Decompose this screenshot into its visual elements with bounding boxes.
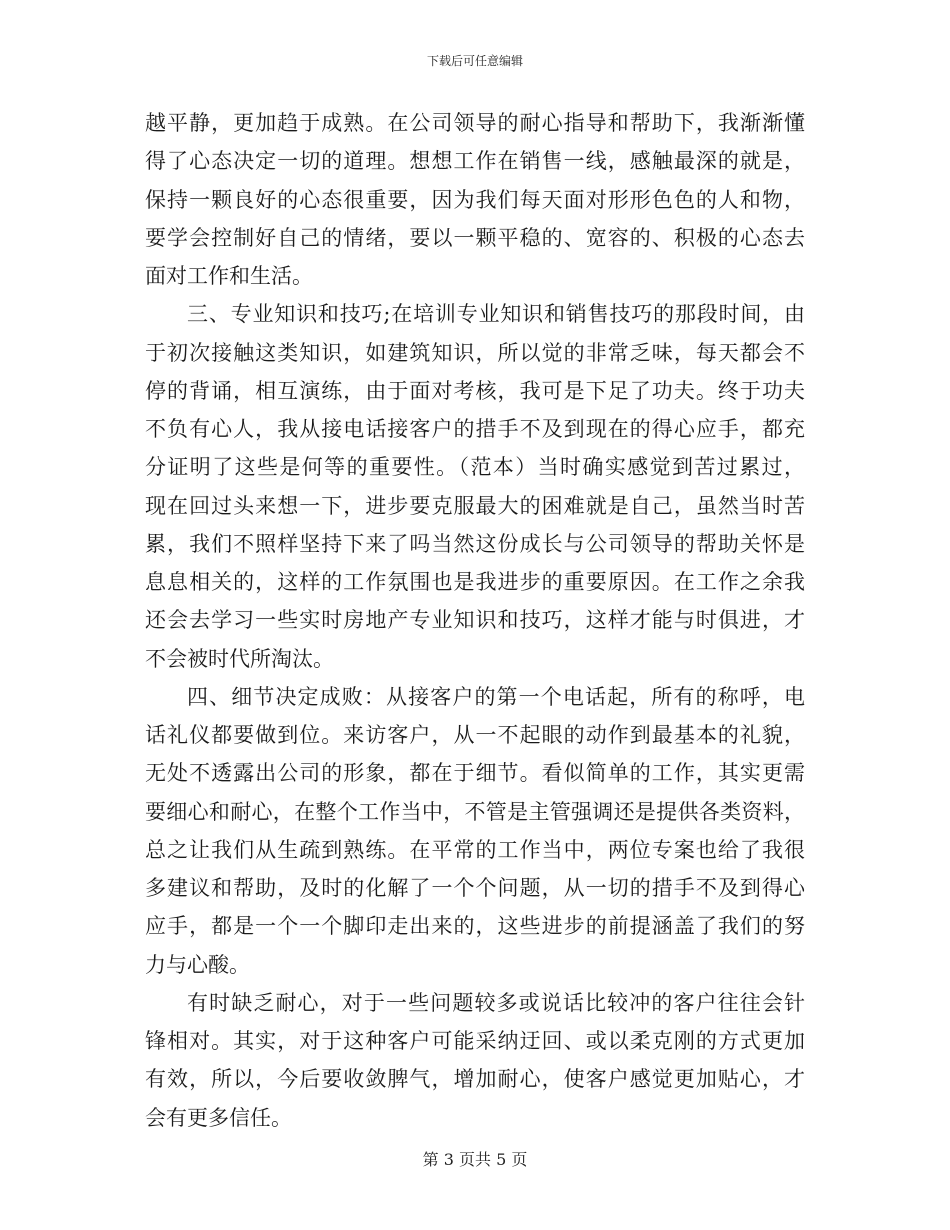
page-header: 下载后可任意编辑 — [426, 54, 523, 68]
text-line: 话礼仪都要做到位。来访客户，从一不起眼的动作到最基本的礼貌， — [145, 723, 805, 747]
text-line: 面对工作和生活。 — [145, 264, 313, 288]
text-line: 无处不透露出公司的形象，都在于细节。看似简单的工作，其实更需 — [145, 761, 805, 786]
text-line: 还会去学习一些实时房地产专业知识和技巧，这样才能与时俱进，才 — [145, 608, 805, 633]
text-line: 有时缺乏耐心，对于一些问题较多或说话比较冲的客户往往会针 — [187, 990, 805, 1015]
text-line: 要细心和耐心，在整个工作当中，不管是主管强调还是提供各类资料， — [145, 799, 805, 824]
text-line: 不负有心人，我从接电话接客户的措手不及到现在的得心应手，都充 — [145, 417, 805, 441]
text-line: 于初次接触这类知识，如建筑知识，所以觉的非常乏味，每天都会不 — [145, 340, 805, 365]
text-line: 三、专业知识和技巧;在培训专业知识和销售技巧的那段时间，由 — [187, 302, 805, 327]
text-line: 保持一颗良好的心态很重要，因为我们每天面对形形色色的人和物， — [145, 187, 805, 212]
text-line: 会有更多信任。 — [145, 1105, 292, 1130]
text-line: 多建议和帮助，及时的化解了一个个问题，从一切的措手不及到得心 — [145, 876, 805, 900]
text-line: 现在回过头来想一下，进步要克服最大的困难就是自己，虽然当时苦 — [145, 493, 805, 518]
text-line: 力与心酸。 — [145, 952, 250, 977]
page-number: 第 3 页共 5 页 — [422, 1150, 528, 1169]
text-line: 应手，都是一个一个脚印走出来的，这些进步的前提涵盖了我们的努 — [145, 914, 805, 939]
document-body — [145, 104, 805, 1137]
text-line: 分证明了这些是何等的重要性。（范本）当时确实感觉到苦过累过， — [145, 455, 805, 480]
text-line: 总之让我们从生疏到熟练。在平常的工作当中，两位专案也给了我很 — [145, 837, 805, 862]
text-line: 不会被时代所淘汰。 — [145, 646, 334, 671]
text-line: 越平静，更加趋于成熟。在公司领导的耐心指导和帮助下，我渐渐懂 — [145, 111, 805, 135]
text-line: 得了心态决定一切的道理。想想工作在销售一线，感触最深的就是， — [145, 149, 805, 174]
text-line: 有效，所以，今后要收敛脾气，增加耐心，使客户感觉更加贴心，才 — [145, 1067, 805, 1092]
text-line: 四、细节决定成败：从接客户的第一个电话起，所有的称呼，电 — [187, 684, 805, 709]
text-line: 锋相对。其实，对于这种客户可能采纳迂回、或以柔克刚的方式更加 — [145, 1029, 805, 1053]
text-line: 要学会控制好自己的情绪，要以一颗平稳的、宽容的、积极的心态去 — [145, 225, 805, 250]
text-line: 息息相关的，这样的工作氛围也是我进步的重要原因。在工作之余我 — [145, 570, 805, 594]
text-line: 停的背诵，相互演练，由于面对考核，我可是下足了功夫。终于功夫 — [145, 378, 805, 403]
text-line: 累，我们不照样坚持下来了吗当然这份成长与公司领导的帮助关怀是 — [145, 531, 805, 556]
